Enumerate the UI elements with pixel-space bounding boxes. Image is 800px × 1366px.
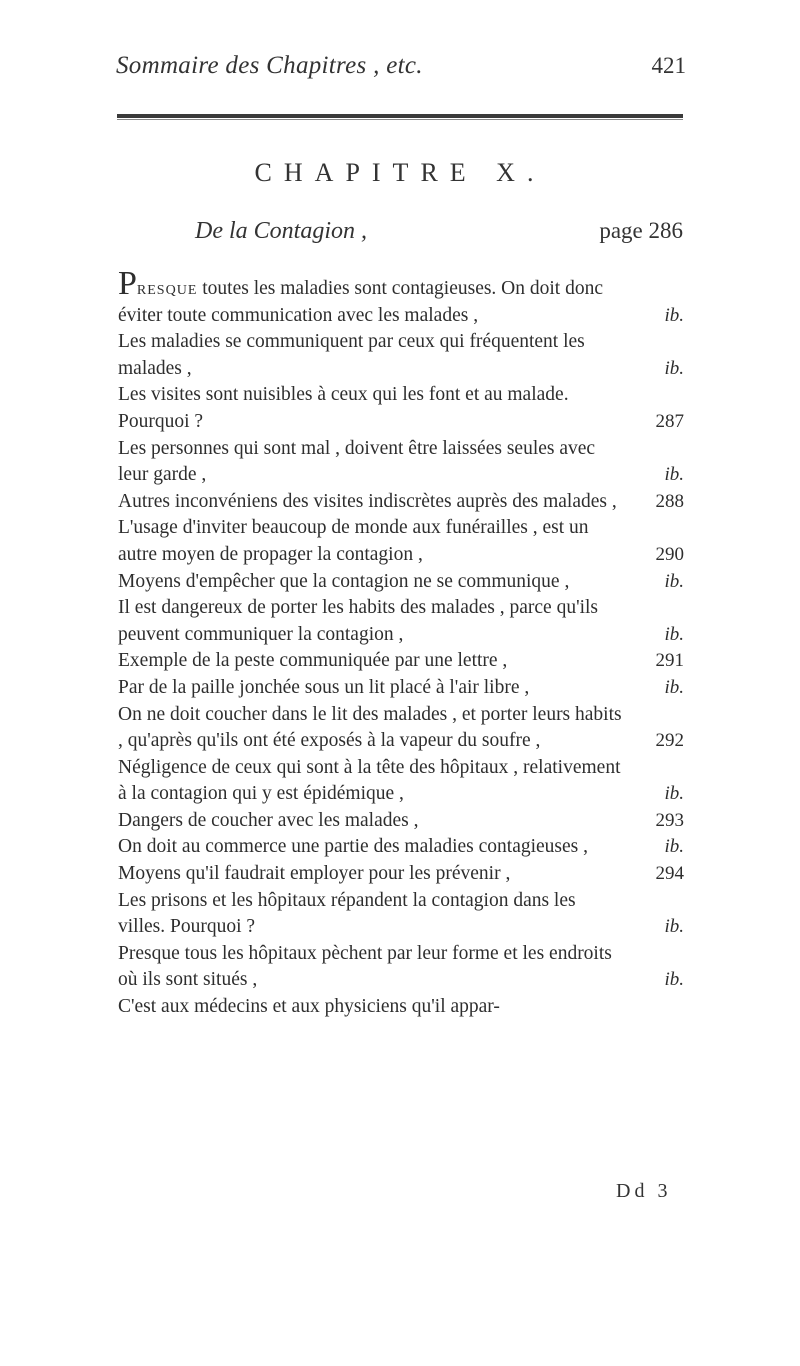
toc-entry [118, 648, 684, 675]
toc-entry-text: Moyens qu'il faudrait employer pour les prévenir , [118, 863, 511, 885]
running-title: Sommaire des Chapitres , etc. [116, 52, 423, 79]
toc-entry-page-ref: ib. [664, 304, 684, 326]
table-of-contents [118, 265, 684, 1021]
toc-entry-text: Les visites sont nuisibles à ceux qui les font et au malade. Pourquoi ? [118, 384, 569, 432]
toc-entry-text: L'usage d'inviter beaucoup de monde aux funérailles , est un autre moyen de propager la contagion , [118, 517, 589, 565]
toc-entry [118, 382, 684, 435]
toc-entry-page-ref: 293 [655, 809, 684, 831]
drop-cap: P [118, 265, 137, 302]
toc-entry-page-ref: 292 [655, 730, 684, 752]
toc-entry [118, 808, 684, 835]
toc-entry [118, 595, 684, 648]
toc-entry-page-ref: 294 [655, 863, 684, 885]
toc-entry-page-ref: ib. [664, 623, 684, 645]
toc-entry-text: Il est dangereux de porter les habits des malades , parce qu'ils peuvent communiquer la contagion , [118, 597, 599, 645]
running-head [116, 52, 686, 92]
toc-entry-body: toutes les maladies sont contagieuses. On doit donc éviter toute communication avec les malades , [118, 278, 604, 326]
header-rule [117, 114, 683, 118]
toc-entry-page-ref: ib. [664, 357, 684, 379]
page-number: 421 [651, 53, 686, 78]
section-page: page 286 [599, 218, 683, 243]
toc-entry-page-ref: ib. [664, 676, 684, 698]
toc-entry [118, 329, 684, 382]
toc-entry [118, 941, 684, 994]
toc-entry-text: C'est aux médecins et aux physiciens qu'il appar- [118, 996, 500, 1018]
toc-entry [118, 675, 684, 702]
toc-entry-page-ref: ib. [664, 836, 684, 858]
toc-entry-text: Moyens d'empêcher que la contagion ne se communique , [118, 570, 570, 592]
toc-entry-page-ref: ib. [664, 783, 684, 805]
toc-entry-text: Presque tous les hôpitaux pèchent par leur forme et les endroits où ils sont situés , [118, 942, 612, 991]
toc-entry-text: Exemple de la peste communiquée par une lettre , [118, 650, 508, 672]
toc-entry [118, 994, 684, 1021]
small-caps-word: resque [136, 278, 198, 299]
toc-entry-page-ref: ib. [664, 464, 684, 486]
toc-entry [118, 489, 684, 516]
chapter-heading: CHAPITRE X. [254, 158, 546, 187]
toc-entry [118, 755, 684, 808]
toc-entry-page-ref: 290 [655, 543, 684, 565]
toc-entry-text: Les maladies se communiquent par ceux qui fréquentent les malades , [118, 331, 585, 379]
toc-entry-text: Les personnes qui sont mal , doivent être laissées seules avec leur garde , [118, 437, 596, 486]
toc-entry-page-ref: ib. [664, 570, 684, 592]
toc-entry-page-ref: 288 [655, 490, 684, 512]
toc-entry-text: On doit au commerce une partie des maladies contagieuses , [118, 836, 588, 858]
toc-entry-page-ref: 291 [655, 650, 684, 672]
toc-entry [118, 515, 684, 568]
toc-entry [118, 436, 684, 489]
section-title: De la Contagion , [195, 218, 367, 244]
toc-entry-text [118, 265, 624, 329]
toc-entry [118, 888, 684, 941]
toc-entry-text: Par de la paille jonchée sous un lit placé à l'air libre , [118, 676, 530, 698]
signature-mark: Dd 3 [616, 1180, 672, 1202]
toc-entry [118, 569, 684, 596]
toc-entry [118, 265, 684, 329]
toc-entry-page-ref: ib. [664, 969, 684, 991]
toc-entry [118, 834, 684, 861]
toc-entry-page-ref: ib. [664, 916, 684, 938]
section-line [195, 218, 683, 245]
toc-entry-page-ref: 287 [655, 410, 684, 432]
toc-entry-text: Les prisons et les hôpitaux répandent la contagion dans les villes. Pourquoi ? [118, 889, 576, 938]
toc-entry [118, 861, 684, 888]
toc-entry-text: Dangers de coucher avec les malades , [118, 809, 419, 831]
toc-entry-text: Négligence de ceux qui sont à la tête des hôpitaux , relativement à la contagion qui y est épidémique , [118, 756, 621, 805]
toc-entry [118, 702, 684, 755]
toc-entry-text: Autres inconvéniens des visites indiscrètes auprès des malades , [118, 490, 617, 512]
toc-entry-text: On ne doit coucher dans le lit des malades , et porter leurs habits , qu'après qu'ils ont été exposés à la vapeur du soufre , [118, 703, 622, 752]
